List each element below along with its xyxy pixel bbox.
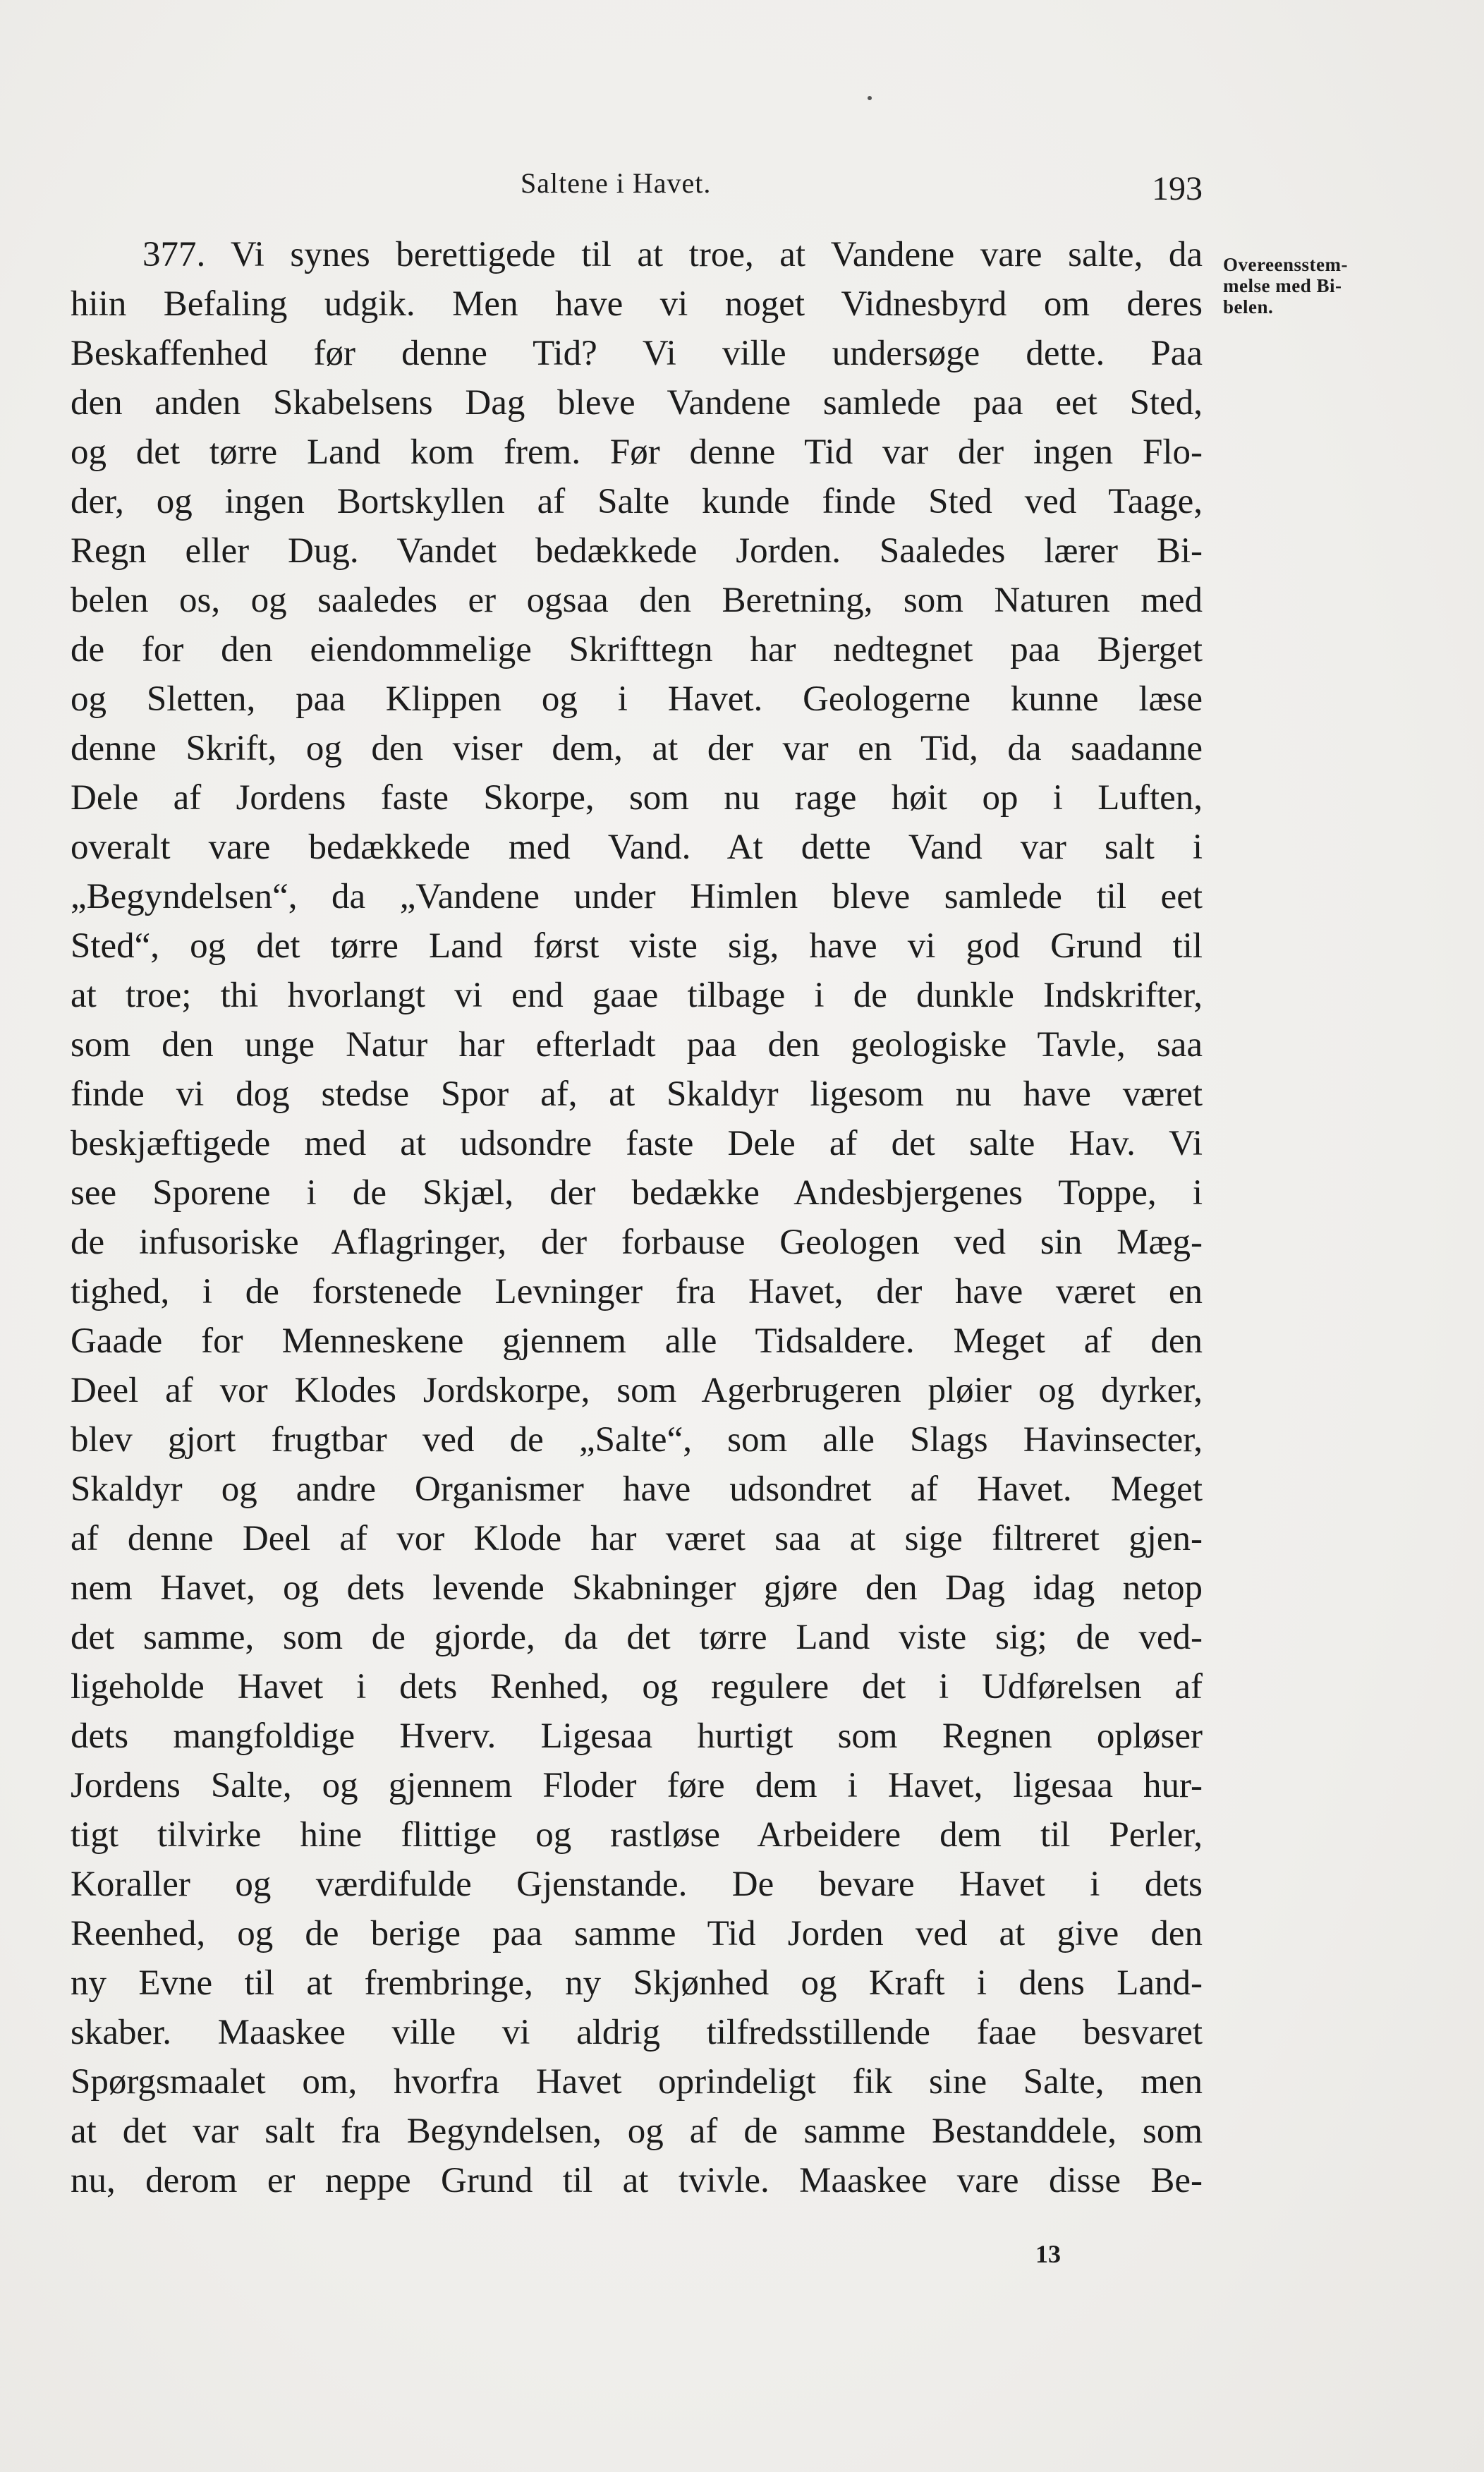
text-line: tighed, i de forstenede Levninger fra Havet, der have været en	[71, 1272, 1203, 1311]
text-line: finde vi dog stedse Spor af, at Skaldyr ligesom nu have været	[71, 1074, 1203, 1114]
text-line: der, og ingen Bortskyllen af Salte kunde finde Sted ved Taage,	[71, 482, 1203, 521]
text-line: ligeholde Havet i dets Renhed, og regulere det i Udførelsen af	[71, 1667, 1203, 1707]
margin-note-line: belen.	[1223, 296, 1274, 317]
text-line: at det var salt fra Begyndelsen, og af de samme Bestanddele, som	[71, 2112, 1203, 2151]
text-line: belen os, og saaledes er ogsaa den Beretning, som Naturen med	[71, 581, 1203, 620]
text-line: at troe; thi hvorlangt vi end gaae tilbage i de dunkle Indskrifter,	[71, 976, 1203, 1015]
text-line: Beskaffenhed før denne Tid? Vi ville undersøge dette. Paa	[71, 334, 1203, 373]
text-line: af denne Deel af vor Klode har været saa at sige filtreret gjen-	[71, 1519, 1203, 1558]
text-line: beskjæftigede med at udsondre faste Dele af det salte Hav. Vi	[71, 1124, 1203, 1163]
text-line: Spørgsmaalet om, hvorfra Havet oprindeligt fik sine Salte, men	[71, 2062, 1203, 2102]
text-line: og Sletten, paa Klippen og i Havet. Geologerne kunne læse	[71, 679, 1203, 719]
page-number: 193	[1152, 170, 1203, 207]
text-line: see Sporene i de Skjæl, der bedække Andesbjergenes Toppe, i	[71, 1173, 1203, 1213]
text-line: nu, derom er neppe Grund til at tvivle. Maaskee vare disse Be-	[71, 2161, 1203, 2200]
text-line: Jordens Salte, og gjennem Floder føre dem i Havet, ligesaa hur-	[71, 1766, 1203, 1805]
text-line: Regn eller Dug. Vandet bedækkede Jorden. Saaledes lærer Bi-	[71, 531, 1203, 571]
text-line: Gaade for Menneskene gjennem alle Tidsaldere. Meget af den	[71, 1321, 1203, 1361]
text-line: Deel af vor Klodes Jordskorpe, som Agerbrugeren pløier og dyrker,	[71, 1371, 1203, 1410]
text-line: nem Havet, og dets levende Skabninger gjøre den Dag idag netop	[71, 1568, 1203, 1608]
body-text	[71, 230, 1203, 2205]
text-line: og det tørre Land kom frem. Før denne Tid var der ingen Flo-	[71, 432, 1203, 472]
text-line: Koraller og værdifulde Gjenstande. De bevare Havet i dets	[71, 1865, 1203, 1904]
margin-note-line: melse med Bi-	[1223, 275, 1342, 296]
margin-note	[1223, 254, 1435, 317]
text-line: ny Evne til at frembringe, ny Skjønhed og Kraft i dens Land-	[71, 1963, 1203, 2003]
text-line: skaber. Maaskee ville vi aldrig tilfredsstillende faae besvaret	[71, 2013, 1203, 2052]
text-line: tigt tilvirke hine flittige og rastløse Arbeidere dem til Perler,	[71, 1815, 1203, 1855]
text-line: som den unge Natur har efterladt paa den geologiske Tavle, saa	[71, 1025, 1203, 1065]
text-line: den anden Skabelsens Dag bleve Vandene samlede paa eet Sted,	[71, 383, 1203, 423]
paper-speck	[868, 96, 872, 100]
text-line: blev gjort frugtbar ved de „Salte“, som alle Slags Havinsecter,	[71, 1420, 1203, 1460]
text-line: overalt vare bedækkede med Vand. At dette Vand var salt i	[71, 828, 1203, 867]
text-line: hiin Befaling udgik. Men have vi noget Vidnesbyrd om deres	[71, 284, 1203, 324]
running-title: Saltene i Havet.	[521, 167, 712, 199]
text-line: 377. Vi synes berettigede til at troe, at Vandene vare salte, da	[142, 235, 1203, 274]
text-line: Reenhed, og de berige paa samme Tid Jorden ved at give den	[71, 1914, 1203, 1953]
text-line: denne Skrift, og den viser dem, at der var en Tid, da saadanne	[71, 729, 1203, 768]
text-line: „Begyndelsen“, da „Vandene under Himlen bleve samlede til eet	[71, 877, 1203, 916]
text-line: Sted“, og det tørre Land først viste sig, have vi god Grund til	[71, 926, 1203, 966]
text-line: de infusoriske Aflagringer, der forbause Geologen ved sin Mæg-	[71, 1223, 1203, 1262]
text-line: det samme, som de gjorde, da det tørre Land viste sig; de ved-	[71, 1618, 1203, 1657]
text-line: de for den eiendommelige Skrifttegn har nedtegnet paa Bjerget	[71, 630, 1203, 670]
signature-mark: 13	[1035, 2240, 1061, 2268]
text-line: Skaldyr og andre Organismer have udsondret af Havet. Meget	[71, 1470, 1203, 1509]
text-line: Dele af Jordens faste Skorpe, som nu rage høit op i Luften,	[71, 778, 1203, 818]
text-line: dets mangfoldige Hverv. Ligesaa hurtigt som Regnen opløser	[71, 1716, 1203, 1756]
margin-note-line: Overeensstem-	[1223, 254, 1348, 275]
